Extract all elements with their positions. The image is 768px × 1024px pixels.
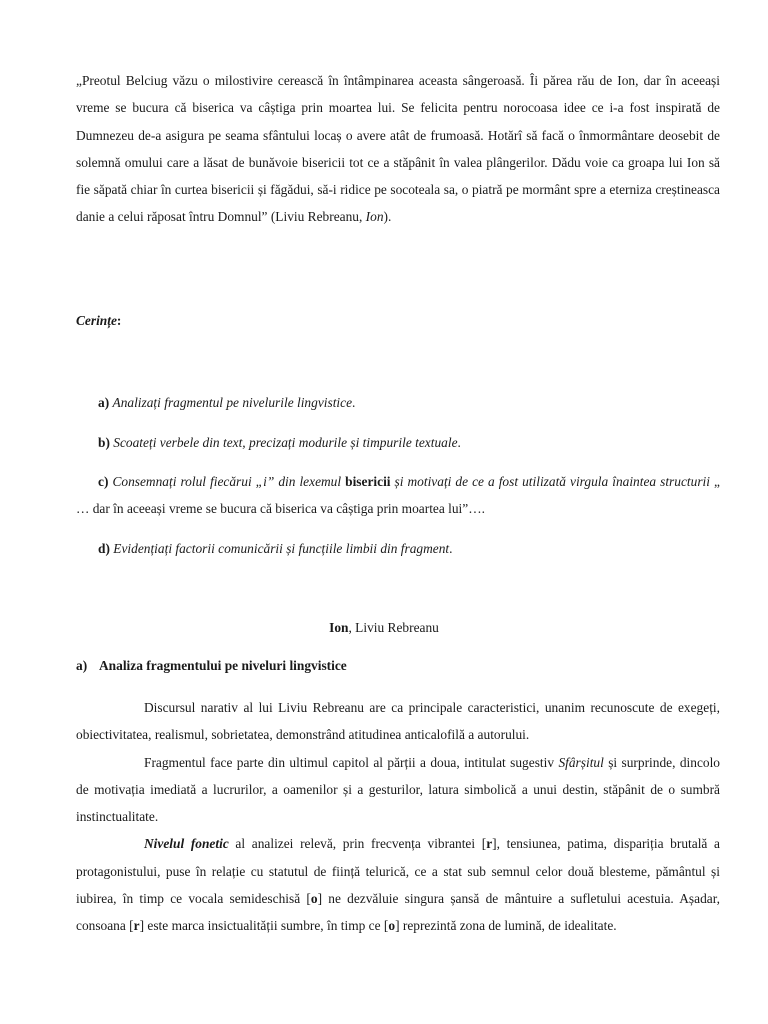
paragraph-2-text-a: Fragmentul face parte din ultimul capitol al părții a doua, intitulat sugestiv: [144, 754, 559, 770]
analysis-paragraph-3: [76, 830, 720, 939]
paragraph-2-italic: Sfârșitul: [558, 754, 604, 770]
requirement-c-text2: și motivați de ce a fost utilizată virgula înaintea structurii: [394, 474, 710, 489]
analysis-paragraph-2: [76, 749, 720, 831]
requirement-a-label: a): [98, 395, 110, 410]
work-title-author: , Liviu Rebreanu: [348, 620, 439, 635]
requirement-c-text1: Consemnați rolul fiecărui „i” din lexemul: [112, 474, 342, 489]
requirement-c: [76, 468, 720, 523]
requirement-c-keyword: bisericii: [345, 474, 391, 489]
section-a-heading: [76, 658, 347, 674]
requirements-heading-colon: :: [116, 313, 122, 328]
paragraph-3-text-d: ] este marca insictualității sumbre, în timp ce [: [139, 918, 389, 934]
work-title: [0, 620, 768, 636]
quote-work-title: Ion: [365, 209, 384, 225]
requirements-heading: [76, 313, 121, 329]
requirement-b-end: .: [457, 435, 461, 450]
requirement-b-text: Scoateți verbele din text, precizați modurile și timpurile textuale: [113, 435, 458, 450]
quote-close: ).: [383, 209, 392, 225]
requirements-heading-label: Cerințe: [76, 313, 117, 328]
paragraph-3-text-e: ] reprezintă zona de lumină, de idealitate.: [395, 918, 617, 934]
requirement-a: [76, 389, 720, 416]
work-title-bold: Ion: [329, 620, 349, 635]
section-a-label: a): [76, 658, 88, 673]
analysis-body: [76, 694, 720, 940]
quote-paragraph: [76, 67, 720, 231]
requirement-a-end: .: [352, 395, 356, 410]
requirement-a-text: Analizați fragmentul pe nivelurile lingvistice: [112, 395, 353, 410]
requirement-c-label: c): [98, 474, 109, 489]
paragraph-3-phoneme-r2: r: [133, 918, 140, 934]
requirement-b-label: b): [98, 435, 110, 450]
paragraph-1-text: Discursul narativ al lui Liviu Rebreanu are ca principale caracteristici, unanim recunoscute de exegeți, obiectivitatea, realismul, sobrietatea, demonstrând atitudinea anticalofilă a autorului.: [76, 700, 720, 743]
requirement-d: [76, 535, 720, 562]
paragraph-3-text-a: al analizei relevă, prin frecvența vibrantei [: [228, 836, 487, 852]
requirement-d-label: d): [98, 541, 110, 556]
quote-text: „Preotul Belciug văzu o milostivire cerească în întâmpinarea aceasta sângeroasă. Îi părea rău de Ion, dar în aceeași vreme se bucura că biserica va câștiga prin moartea lui. Se felicita pentru norocoasa idee ce i-a fost inspirată de Dumnezeu de-a asigura pe seama sfântului locaș o avere atât de frumoasă. Hotărî să facă o înmormântare deosebit de solemnă omului care a lăsat de bunăvoie bisericii tot ce a stăpânit în valea plângerilor. Dădu voie ca groapa lui Ion să fie săpată chiar în curtea bisericii și făgădui, să-i ridice pe socoteala sa, o piatră pe mormânt spre a eterniza creștineasca danie a celui răposat întru Domnul” (Liviu Rebreanu,: [76, 73, 720, 225]
requirement-d-end: .: [449, 541, 453, 556]
requirement-c-quote: „ … dar în aceeași vreme se bucura că biserica va câștiga prin moartea lui”….: [76, 474, 720, 517]
paragraph-3-text-b: ], tensiunea, patima, dispariția brutală a protagonistului, puse în relație cu statutul de ființă telurică, ce a stat sub semnul celor două blesteme, pământul și iubirea, în timp ce vocala semideschisă [: [76, 836, 720, 907]
section-a-title: Analiza fragmentului pe niveluri lingvistice: [99, 658, 347, 673]
requirement-b: [76, 429, 720, 456]
paragraph-3-phoneme-r1: r: [486, 836, 493, 852]
paragraph-3-text-c: ] ne dezvăluie singura șansă de mântuire a sufletului acestuia. Așadar, consoana [: [76, 891, 720, 934]
paragraph-2-text-b: și surprinde, dincolo de motivația imediată a lucrurilor, a oamenilor și a gesturilor, latura simbolică a unui destin, stăpânit de o sumbră instinctualitate.: [76, 754, 720, 825]
paragraph-3-phoneme-o2: o: [388, 918, 396, 934]
analysis-paragraph-1: [76, 694, 720, 749]
requirement-d-text: Evidențiați factorii comunicării și funcțiile limbii din fragment: [113, 541, 450, 556]
paragraph-3-bold: Nivelul fonetic: [144, 836, 229, 852]
paragraph-3-phoneme-o1: o: [310, 891, 318, 907]
